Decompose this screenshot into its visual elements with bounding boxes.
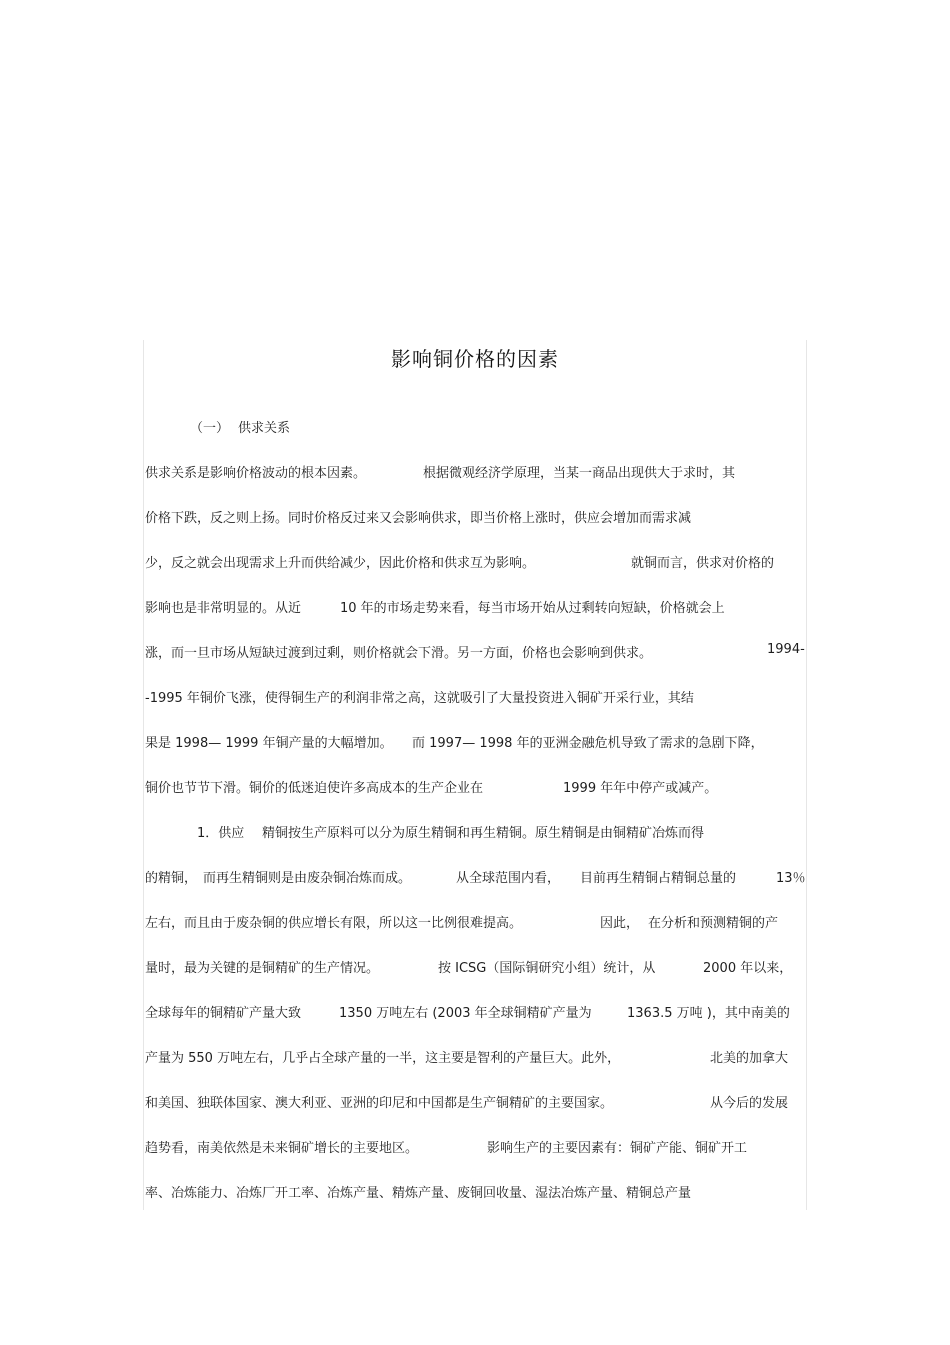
text-segment: 目前再生精铜占精铜总量的 (580, 871, 737, 886)
text-segment: 铜价也节节下滑。铜价的低迷迫使许多高成本的生产企业在 (145, 781, 484, 796)
text-segment: 根据微观经济学原理，当某一商品出现供大于求时，其 (423, 466, 736, 481)
text-segment: 少，反之就会出现需求上升而供给减少，因此价格和供求互为影响。 (145, 556, 536, 571)
text-segment: 涨，而一旦市场从短缺过渡到过剩，则价格就会下滑。另一方面，价格也会影响到供求。 (145, 646, 653, 661)
text-segment: 北美的加拿大 (710, 1051, 789, 1066)
text-segment: 从全球范围内看， (456, 871, 561, 886)
text-segment: 13％ (776, 871, 806, 886)
text-segment: 价格下跌，反之则上扬。同时价格反过来又会影响供求，即当价格上涨时，供应会增加而需求减 (145, 511, 692, 526)
text-segment: 1999 年年中停产或减产。 (563, 781, 718, 796)
text-segment: 全球每年的铜精矿产量大致 (145, 1006, 302, 1021)
text-segment: 按 ICSG（国际铜研究小组）统计，从 (438, 961, 656, 976)
section-heading-number: （一） (190, 421, 230, 436)
text-segment: 1350 万吨左右 (2003 年全球铜精矿产量为 (339, 1006, 592, 1021)
text-segment: 2000 年以来， (703, 961, 793, 976)
text-segment: 供求关系是影响价格波动的根本因素。 (145, 466, 367, 481)
text-segment: 影响也是非常明显的。从近 (145, 601, 302, 616)
section-heading-text: 供求关系 (238, 421, 291, 436)
text-segment: 果是 1998— 1999 年铜产量的大幅增加。 (145, 736, 393, 751)
text-segment: 左右，而且由于废杂铜的供应增长有限，所以这一比例很难提高。 (145, 916, 523, 931)
left-page-border (143, 340, 144, 1210)
text-segment: -1995 年铜价飞涨，使得铜生产的利润非常之高，这就吸引了大量投资进入铜矿开采行业，其结 (145, 691, 694, 706)
text-segment: 量时，最为关键的是铜精矿的生产情况。 (145, 961, 380, 976)
text-segment: 和美国、独联体国家、澳大利亚、亚洲的印尼和中国都是生产铜精矿的主要国家。 (145, 1096, 614, 1111)
text-segment: 精铜按生产原料可以分为原生精铜和再生精铜。原生精铜是由铜精矿冶炼而得 (262, 826, 705, 841)
text-segment: 从今后的发展 (710, 1096, 789, 1111)
text-segment: 10 年的市场走势来看，每当市场开始从过剩转向短缺，价格就会上 (340, 601, 725, 616)
text-segment: 产量为 550 万吨左右，几乎占全球产量的一半，这主要是智利的产量巨大。此外， (145, 1051, 621, 1066)
text-segment: 1994- (767, 642, 805, 657)
text-segment: 影响生产的主要因素有：铜矿产能、铜矿开工 (487, 1141, 748, 1156)
right-page-border (806, 340, 807, 1210)
text-segment: 而 1997— 1998 年的亚洲金融危机导致了需求的急剧下降， (412, 736, 764, 751)
text-segment: 率、冶炼能力、冶炼厂开工率、冶炼产量、精炼产量、废铜回收量、湿法冶炼产量、精铜总产量 (145, 1186, 692, 1201)
text-segment: 在分析和预测精铜的产 (648, 916, 779, 931)
document-title: 影响铜价格的因素 (391, 347, 559, 371)
text-segment: 的精铜， (145, 871, 198, 886)
text-segment: 就铜而言，供求对价格的 (631, 556, 775, 571)
text-segment: 而再生精铜则是由废杂铜冶炼而成。 (203, 871, 412, 886)
text-segment: 趋势看，南美依然是未来铜矿增长的主要地区。 (145, 1141, 419, 1156)
text-segment: 因此， (600, 916, 640, 931)
text-segment: 1363.5 万吨 )，其中南美的 (627, 1006, 790, 1021)
text-segment: 1．供应 (197, 826, 245, 841)
